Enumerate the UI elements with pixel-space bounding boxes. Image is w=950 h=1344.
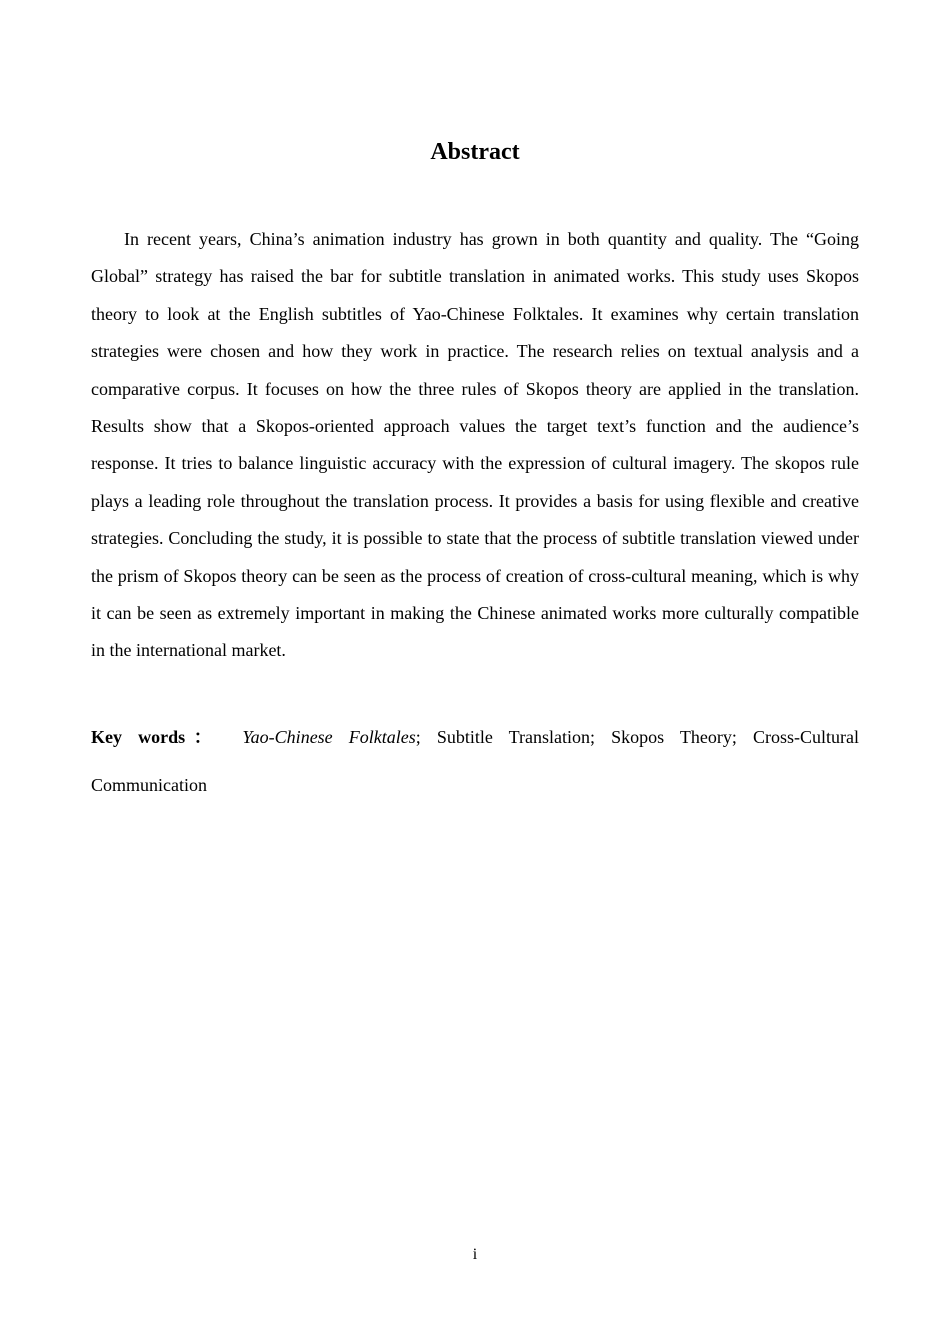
- abstract-title: Abstract: [430, 139, 520, 165]
- keywords-line: [91, 713, 859, 809]
- keywords-list: ; Subtitle Translation; Skopos Theory; Cross-Cultural Communication: [91, 727, 859, 795]
- abstract-paragraph: In recent years, China’s animation industry has grown in both quantity and quality. The “Going Global” strategy has raised the bar for subtitle translation in animated works. This study uses Skopos theory to look at the English subtitles of Yao-Chinese Folktales. It examines why certain translation strategies were chosen and how they work in practice. The research relies on textual analysis and a comparative corpus. It focuses on how the three rules of Skopos theory are applied in the translation. Results show that a Skopos-oriented approach values the target text’s function and the audience’s response. It tries to balance linguistic accuracy with the expression of cultural imagery. The skopos rule plays a leading role throughout the translation process. It provides a basis for using flexible and creative strategies. Concluding the study, it is possible to state that the process of subtitle translation viewed under the prism of Skopos theory can be seen as the process of creation of cross-cultural meaning, which is why it can be seen as extremely important in making the Chinese animated works more culturally compatible in the international market.: [91, 229, 859, 661]
- keyword-italic-title: Yao-Chinese Folktales: [242, 727, 416, 747]
- page-number: i: [472, 1246, 478, 1263]
- keywords-label: Key words: [91, 727, 186, 747]
- keywords-colon: ：: [185, 727, 221, 747]
